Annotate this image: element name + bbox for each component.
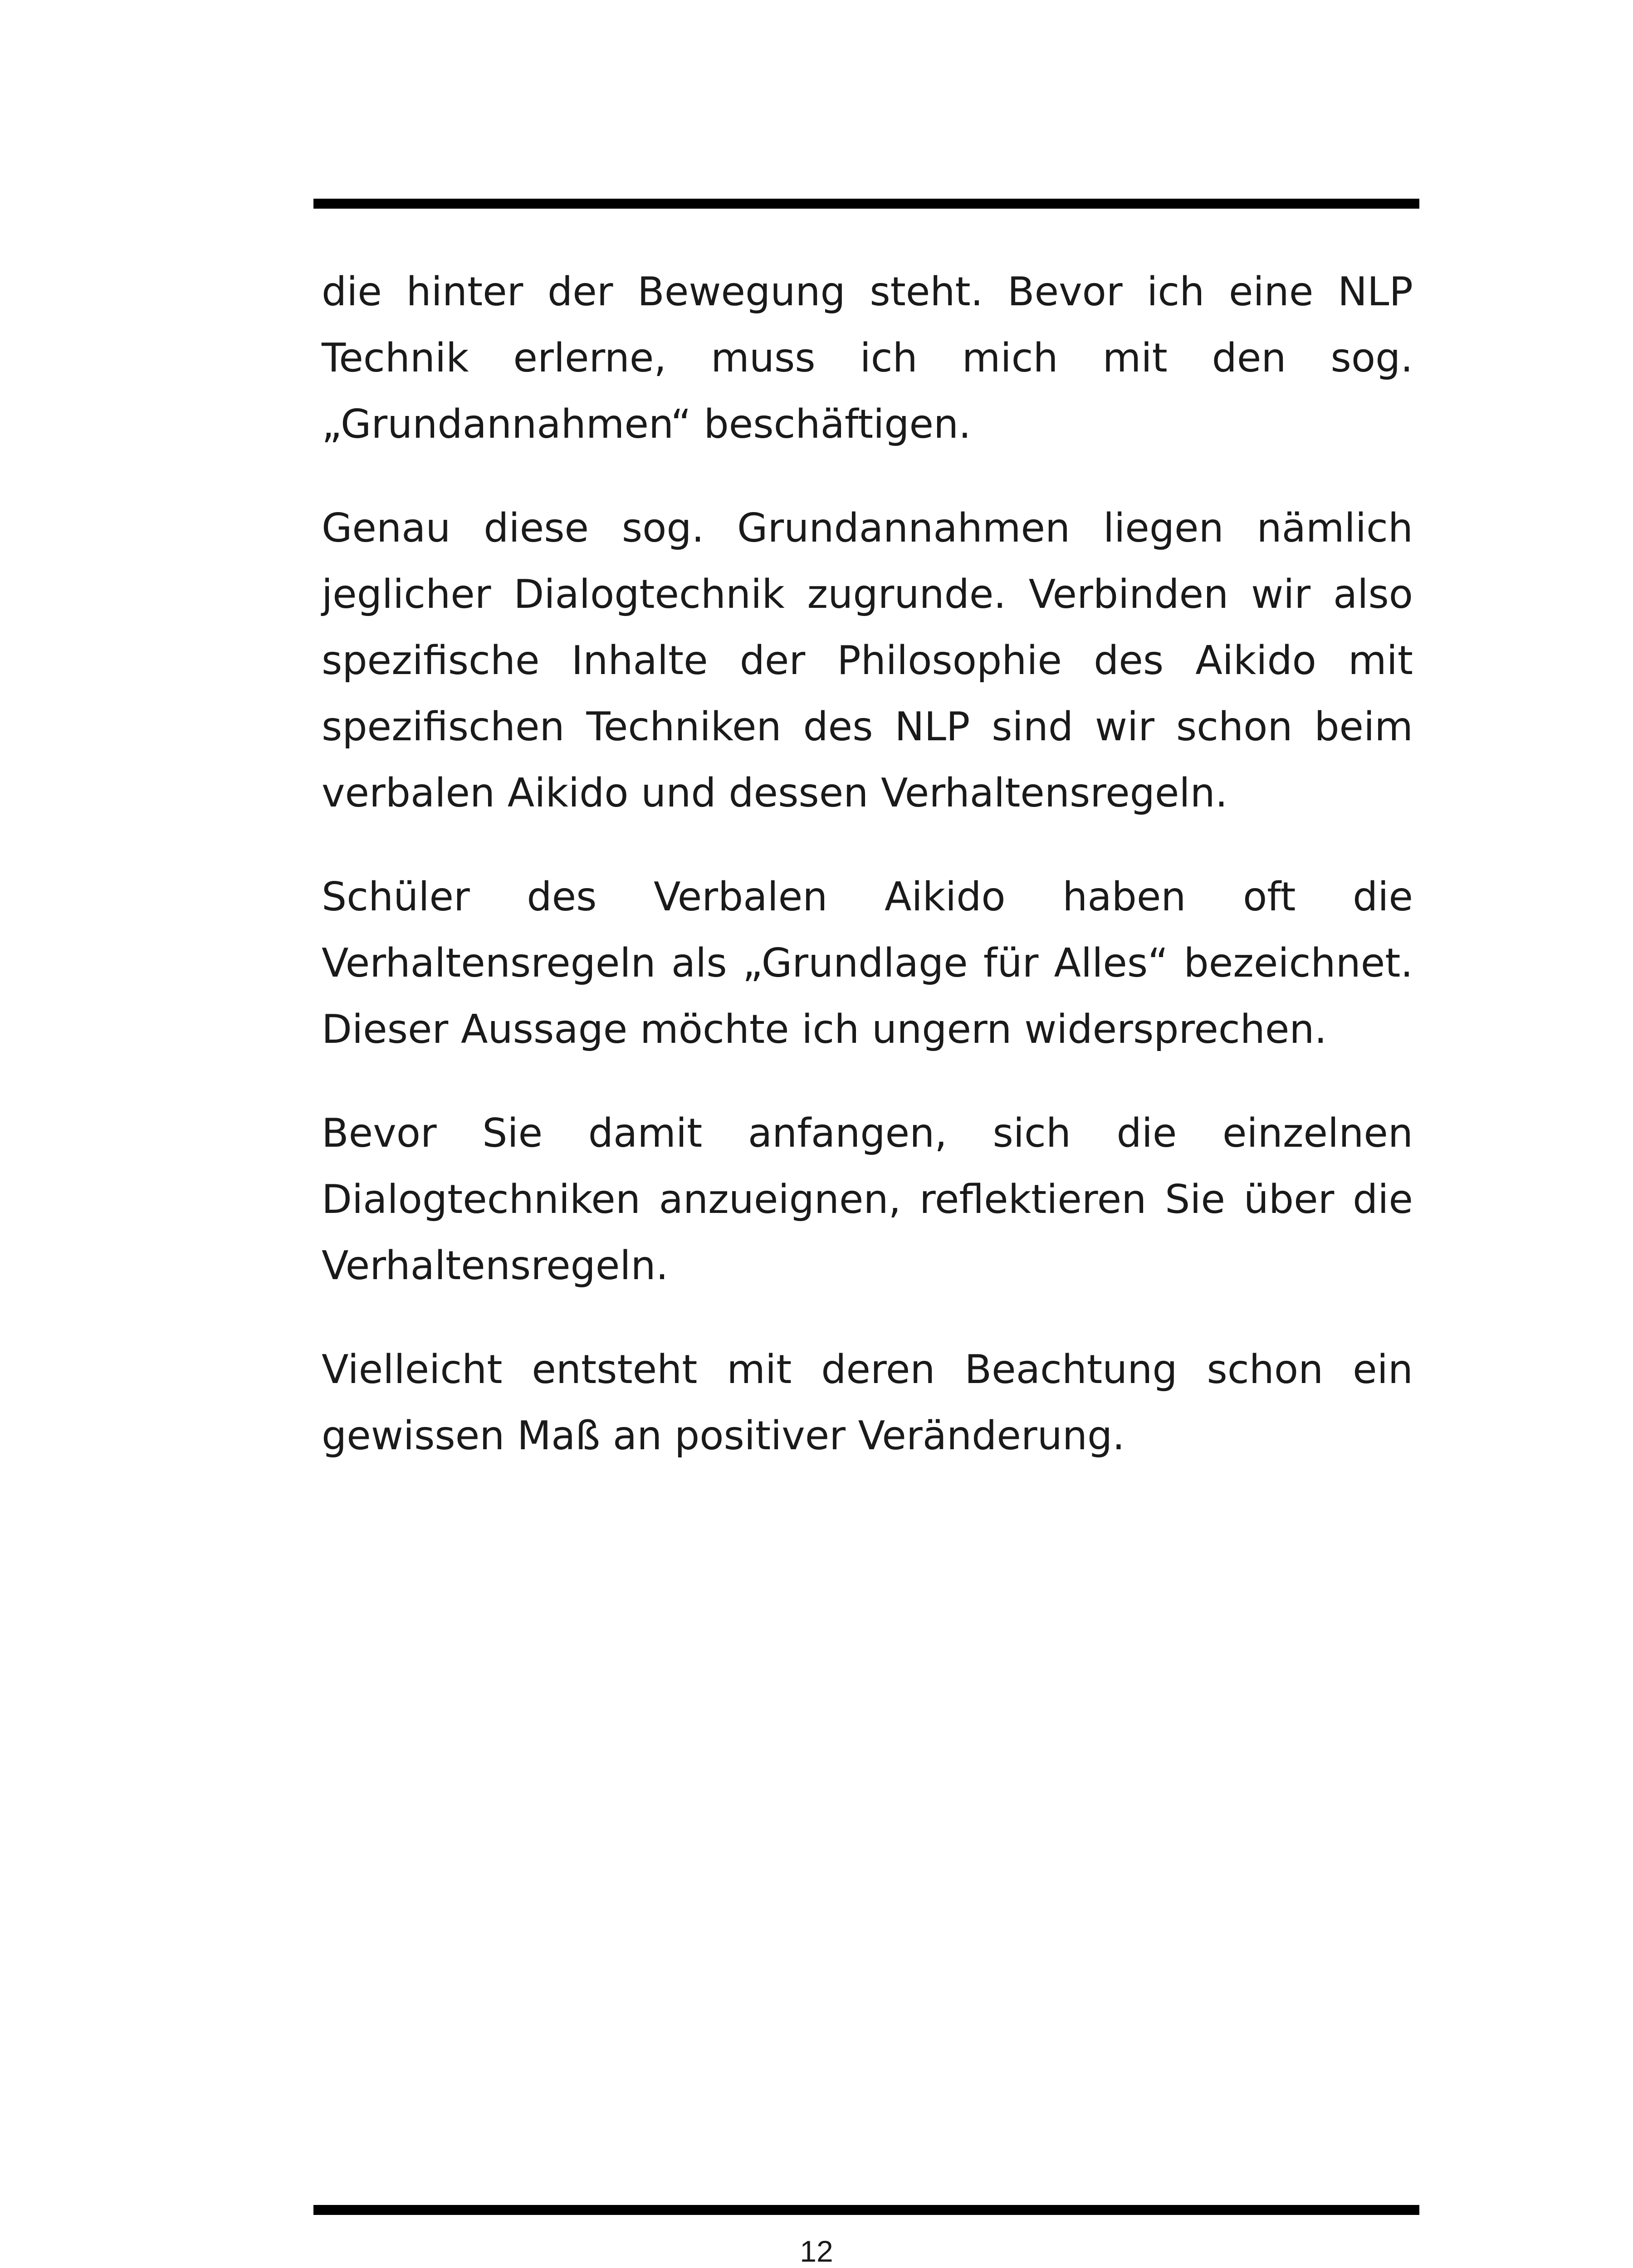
text-line: verbalen Aikido und dessen Verhaltensregeln. — [322, 770, 1228, 816]
text-line: jeglicher Dialogtechnik zugrunde. Verbinden wir also — [322, 571, 1413, 617]
text-line: Vielleicht entsteht mit deren Beachtung schon ein — [322, 1346, 1413, 1393]
text-line: Technik erlerne, muss ich mich mit den sog. — [322, 335, 1413, 381]
text-line: die hinter der Bewegung steht. Bevor ich eine NLP — [322, 269, 1413, 315]
text-line: Dialogtechniken anzueignen, reflektieren Sie über die — [322, 1176, 1413, 1222]
footer-rule — [313, 2205, 1419, 2215]
paragraph-3 — [322, 864, 1413, 1062]
text-line: spezifische Inhalte der Philosophie des Aikido mit — [322, 637, 1413, 684]
text-line: Bevor Sie damit anfangen, sich die einzelnen — [322, 1110, 1413, 1156]
text-line: spezifischen Techniken des NLP sind wir schon beim — [322, 704, 1413, 750]
paragraph-5 — [322, 1336, 1413, 1469]
text-line: Verhaltensregeln. — [322, 1242, 669, 1289]
text-line: „Grundannahmen“ beschäftigen. — [322, 401, 971, 447]
header-rule — [313, 199, 1419, 209]
body-text — [322, 259, 1413, 1506]
text-line: Verhaltensregeln als „Grundlage für Alles“ bezeichnet. — [322, 940, 1413, 986]
page-number: 12 — [800, 2234, 833, 2268]
text-line: Schüler des Verbalen Aikido haben oft die — [322, 874, 1413, 920]
text-line: gewissen Maß an positiver Veränderung. — [322, 1413, 1125, 1459]
text-line: Genau diese sog. Grundannahmen liegen nämlich — [322, 505, 1413, 551]
paragraph-4 — [322, 1100, 1413, 1299]
paragraph-2 — [322, 495, 1413, 826]
paragraph-1 — [322, 259, 1413, 457]
text-line: Dieser Aussage möchte ich ungern widersprechen. — [322, 1006, 1327, 1052]
